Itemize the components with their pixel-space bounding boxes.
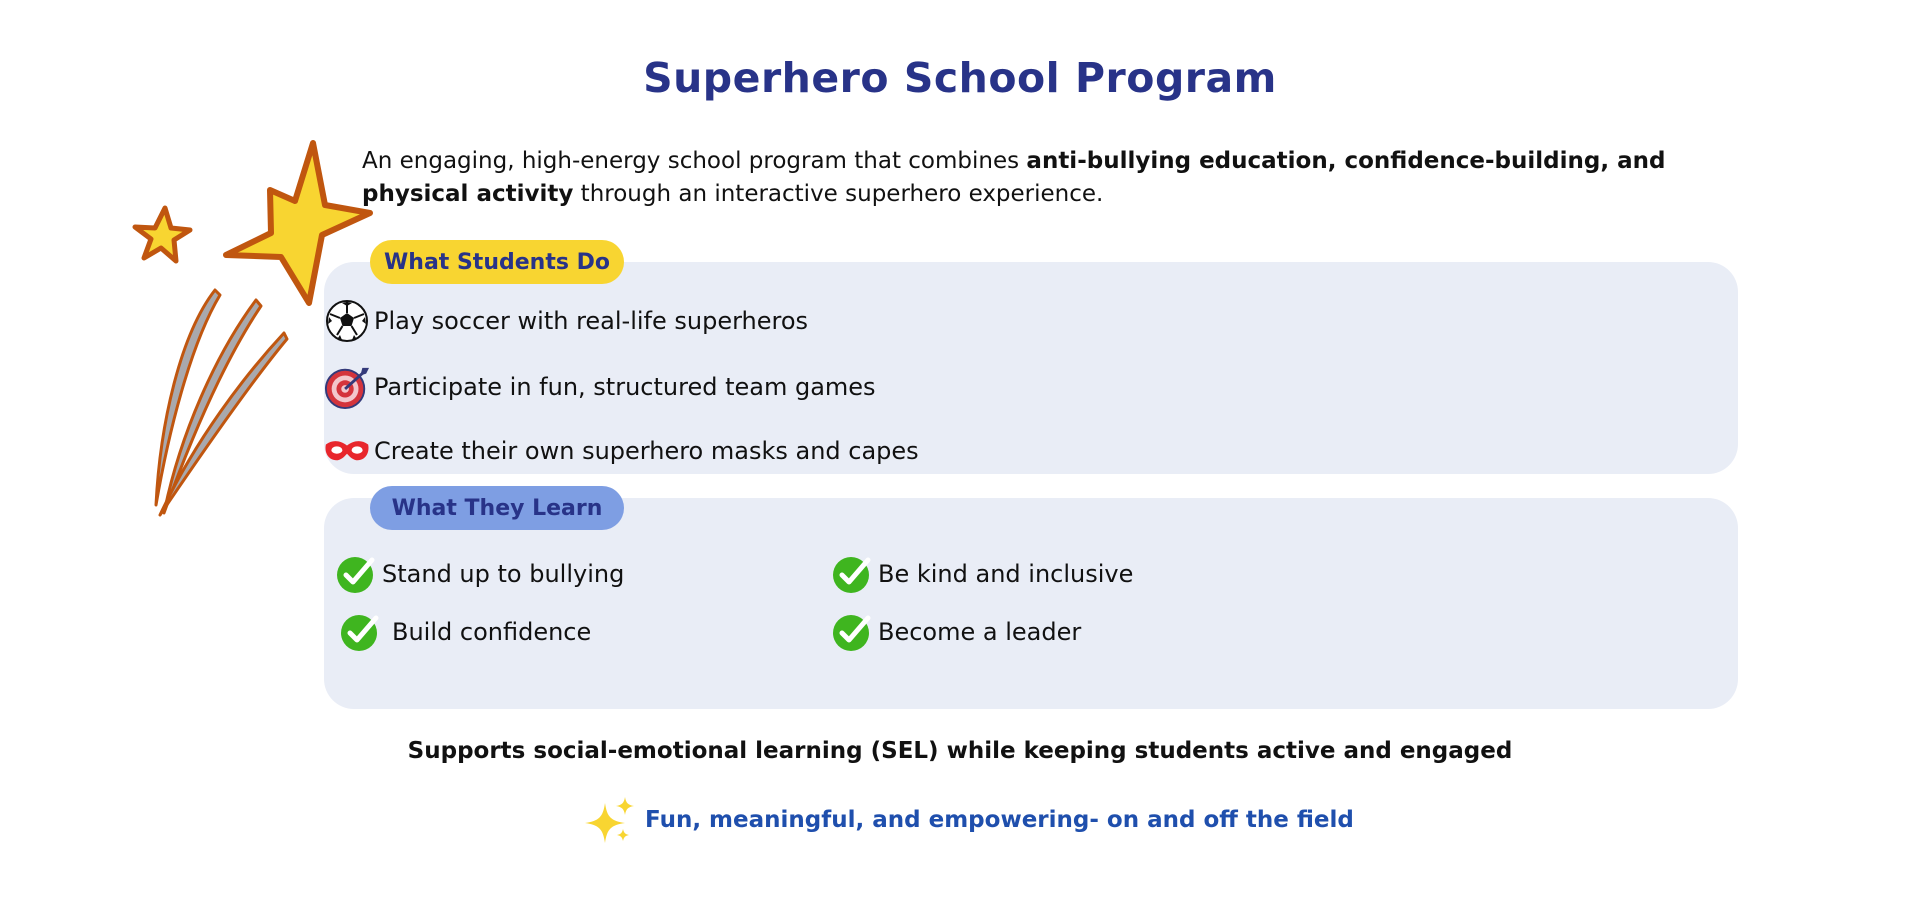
check-icon [340, 612, 380, 652]
list-item-text: Become a leader [878, 618, 1082, 646]
list-item [832, 554, 1133, 594]
list-item [324, 428, 919, 474]
list-item-text: Build confidence [392, 618, 592, 646]
sparkles-icon [585, 795, 635, 845]
list-item-text: Stand up to bullying [382, 560, 625, 588]
list-item-text: Play soccer with real-life superheros [374, 307, 809, 335]
list-item [324, 298, 808, 344]
intro-text-end: through an interactive superhero experience. [573, 181, 1104, 207]
intro-paragraph [362, 145, 1702, 211]
sel-note: Supports social-emotional learning (SEL) while keeping students active and engaged [407, 738, 1513, 764]
check-icon [832, 612, 872, 652]
list-item-text: Participate in fun, structured team games [374, 373, 876, 401]
intro-text-bold: anti-bullying education, confidence-building, and physical activity [362, 148, 1666, 207]
list-item-text: Be kind and inclusive [878, 560, 1134, 588]
page-title: Superhero School Program [643, 54, 1277, 102]
list-item [340, 612, 591, 652]
list-item-text: Create their own superhero masks and capes [374, 437, 919, 465]
list-item [336, 554, 624, 594]
they-learn-heading: What They Learn [370, 486, 624, 530]
intro-text-start: An engaging, high-energy school program that combines [362, 148, 1027, 174]
mask-icon [324, 428, 370, 474]
check-icon [336, 554, 376, 594]
tagline [585, 795, 1354, 845]
target-dart-icon [324, 364, 370, 410]
students-do-heading: What Students Do [370, 240, 624, 284]
check-icon [832, 554, 872, 594]
tagline-text: Fun, meaningful, and empowering- on and off the field [645, 807, 1354, 833]
list-item [324, 364, 876, 410]
list-item [832, 612, 1081, 652]
soccer-ball-icon [324, 298, 370, 344]
